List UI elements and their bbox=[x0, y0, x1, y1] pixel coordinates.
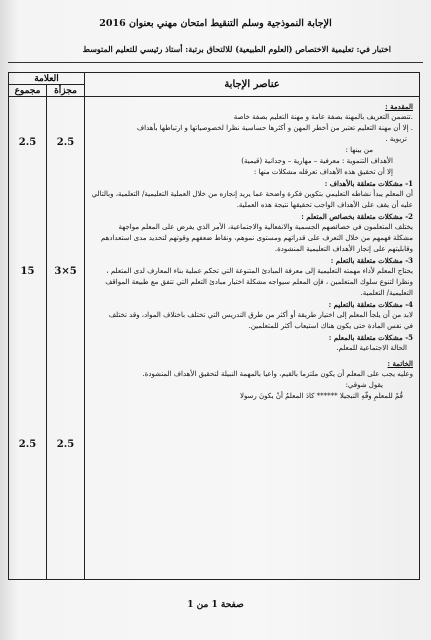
problem-4-text: في نفس المادة حتى يكون هناك استيعاب أكثر للمتعلمين. bbox=[248, 322, 413, 330]
problem-2-text: يختلف المتعلمون في خصائصهم الجسمية والانفعالية والاجتماعية، الأمر الذي يفرض على المعلم مواجهة bbox=[118, 223, 413, 231]
conclusion-text: يقول شوقي: bbox=[345, 381, 383, 389]
intro-line: من بينها : bbox=[345, 146, 373, 154]
conclusion-total-score: 2.5 bbox=[18, 439, 37, 450]
problem-4-text: لابد من أن يلجأ المعلم إلى اختيار طريقة أو أكثر من طرق التدريس التي تختلف باختلاف المواد، وقد تختلف bbox=[108, 311, 413, 319]
intro-heading: المقدمة : bbox=[385, 102, 413, 111]
answer-table bbox=[8, 72, 420, 580]
conclusion-text: وعليه يجب على المعلم أن يكون ملتزما بالقيم، واعيا بالمهمة النبيلة لتحقيق الأهداف المنشودة. bbox=[142, 370, 413, 378]
problem-1-text: أن المعلم يبدأ نشاطه التعليمي بتكوين فكرة واضحة عما يريد إنجازه من خلال العملية التعليمية/ التعلمية، وبالتالي bbox=[91, 190, 413, 198]
scores-partial-column bbox=[47, 97, 85, 580]
intro-line: إلا أن تحقيق هذه الأهداف تعرقله مشكلات منها : bbox=[253, 168, 393, 176]
poem-verse: قُمْ للمعلمِ وفّهِ التبجيلا ****** كادَ المعلمُ أنْ يكونَ رسولا bbox=[239, 392, 403, 400]
conclusion-heading: الخاتمة : bbox=[387, 359, 413, 368]
header-divider bbox=[8, 62, 423, 63]
document-title: الإجابة النموذجية وسلم التنقيط امتحان مهني بعنوان 2016 bbox=[99, 18, 332, 29]
problem-3-text: ونظرا لتنوع سلوك المتعلمين ، فإن المعلم سيواجه مشكلة اختيار مبادئ التعلم التي تتفق مع طبيعة المواقف bbox=[105, 278, 413, 286]
problem-1-text: عليه أن يقف على الأهداف الواجب تحقيقها نتيجة هذه العملية. bbox=[236, 201, 413, 209]
problems-total-score: 15 bbox=[20, 266, 35, 277]
problem-3-heading: 3- مشكلات متعلقة بالتعلم : bbox=[330, 256, 413, 265]
problem-3-text: يحتاج المعلم لأداء مهمته التعليمية إلى معرفة المبادئ المتنوعة التي تحكم عملية بناء المعارف لدى المتعلم ، bbox=[106, 267, 413, 275]
total-header: مجموع bbox=[9, 85, 47, 97]
problem-2-text: مشكلة فهمهم من خلال التعرف على قدراتهم ومستوى نموهم، ونقاط ضعفهم وقوتهم لتحديد مدى استعدادهم bbox=[101, 234, 413, 242]
partial-header: مجزأة bbox=[47, 85, 85, 97]
problem-5-text: الحالة الاجتماعية للمعلم. bbox=[336, 344, 407, 352]
problem-5-heading: 5- مشكلات متعلقة بالمعلم : bbox=[328, 333, 413, 342]
document-subtitle: اختبار في: تعليمية الاختصاص (العلوم الطبيعية) للالتحاق برتبة: أستاذ رئيسي للتعليم المتوسط bbox=[82, 44, 391, 54]
intro-line: الأهداف التنموية : معرفية – مهارية – وجدانية (قيمية) bbox=[241, 157, 393, 165]
answer-elements-header: عناصر الإجابة bbox=[85, 73, 420, 97]
problem-2-heading: 2- مشكلات متعلقة بخصائص المتعلم : bbox=[301, 212, 413, 221]
intro-line: تربوية . bbox=[385, 135, 407, 143]
page-number: صفحة 1 من 1 bbox=[187, 600, 244, 610]
answer-content-cell bbox=[85, 97, 420, 580]
problem-1-heading: 1- مشكلات متعلقة بالأهداف : bbox=[324, 179, 413, 188]
problems-partial-score: 3×5 bbox=[54, 266, 77, 277]
conclusion-partial-score: 2.5 bbox=[56, 439, 75, 450]
intro-line: .تتضمن التعريف بالمهنة بصفة عامة و مهنة التعليم بصفة خاصة bbox=[233, 113, 413, 121]
scores-total-column bbox=[9, 97, 47, 580]
problem-3-text: التعليمية/ التعلمية. bbox=[360, 289, 413, 297]
grade-header: العلامة bbox=[9, 73, 85, 85]
intro-partial-score: 2.5 bbox=[56, 137, 75, 148]
problem-2-text: وقابليتهم على إنجاز الأهداف التعليمية المنشودة. bbox=[274, 245, 413, 253]
intro-line: . إلا أن مهنة التعليم تعتبر من أخطر المهن و أكثرها حساسية نظرا لخصوصياتها و ارتباطها بأهداف bbox=[136, 124, 413, 132]
intro-total-score: 2.5 bbox=[18, 137, 37, 148]
problem-4-heading: 4- مشكلات متعلقة بالتعليم : bbox=[328, 300, 413, 309]
